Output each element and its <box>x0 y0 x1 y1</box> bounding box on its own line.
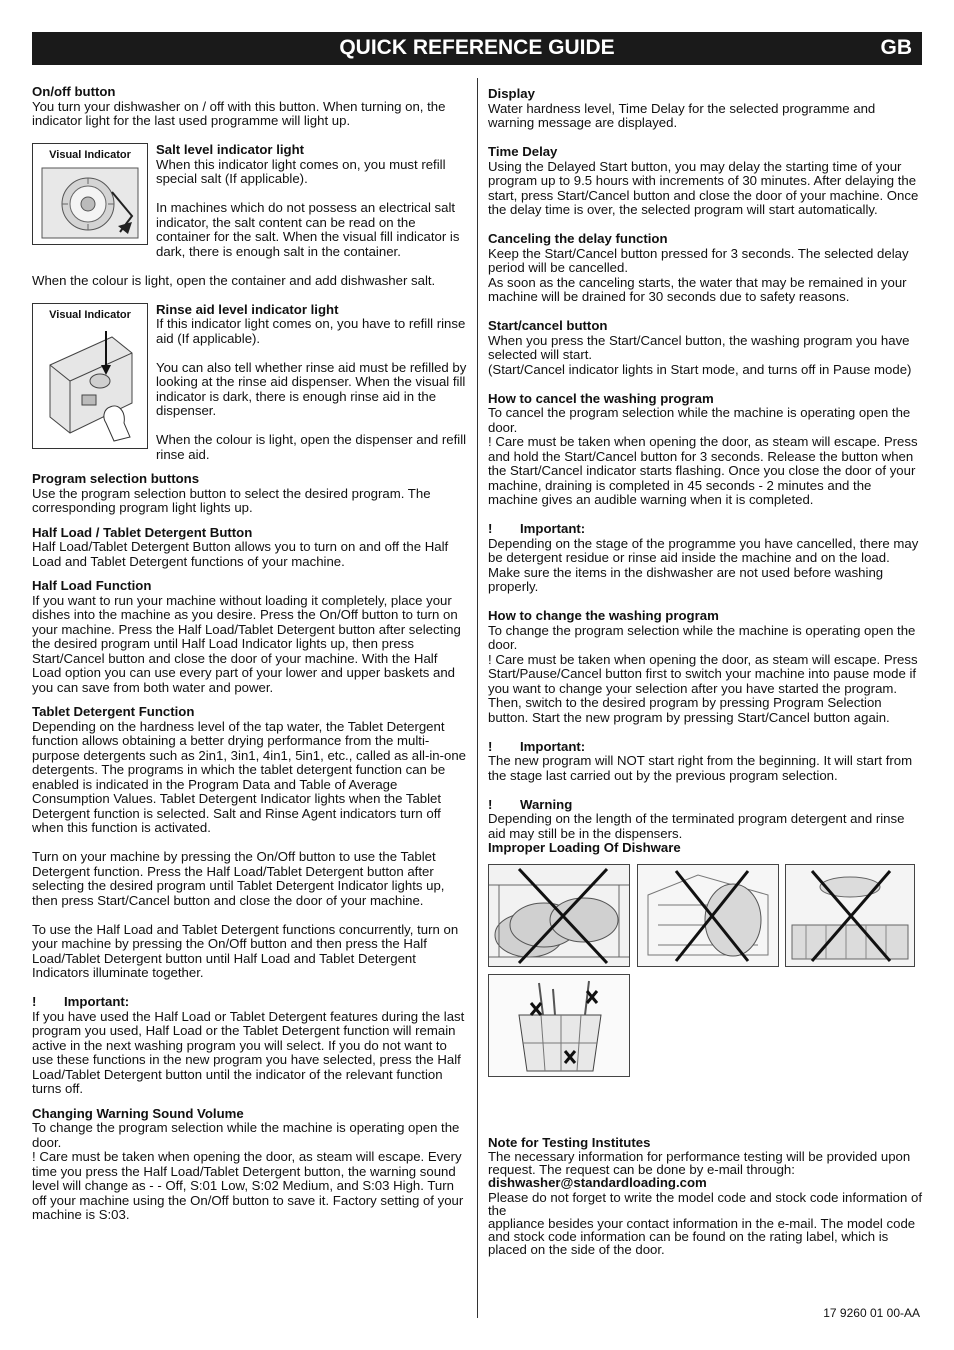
section-body: If you want to run your machine without loading it completely, place your dishes into the machine as you desire. Press the On/Off button to turn on your machine. Press the Half Load/Tablet Detergent button after selecting the desired program until Half Load Indicator lights up, then press Start/Cancel button and close the door of your machine. With the Half Load option you can use every part of your lower and upper baskets and you can save from both water and power. <box>32 592 461 695</box>
section-title: On/off button <box>32 84 116 99</box>
warning-heading <box>488 798 922 813</box>
section-body: Depending on the stage of the programme you have cancelled, there may be detergent residue or rinse aid inside the machine and on the load. Make sure the items in the dishwasher are not used before washing properly. <box>488 535 919 594</box>
section-body: When the colour is light, open the container and add dishwasher salt. <box>32 272 436 288</box>
section-body: You can also tell whether rinse aid must be refilled by looking at the rinse aid dispenser. When the visual fill indicator is dark, there is enough rinse aid in the dispenser. <box>156 359 467 418</box>
rinse-indicator-figure <box>32 303 148 449</box>
important-heading <box>488 522 922 537</box>
important-heading <box>32 995 468 1010</box>
section-body: To change the program selection while the machine is operating open the door. ! Care must be taken when opening the door, as steam will escape. Every time you press the Half Load/Tablet Detergent button, the warning sound level will change as - - Off, S:01 Low, S:02 Medium, and S:03 High. Turn off your machine using the On/Off button to save it. Factory setting of your machine is S:03. <box>32 1120 464 1222</box>
section-title: Changing Warning Sound Volume <box>32 1105 244 1121</box>
figure-caption: Visual Indicator <box>49 308 131 321</box>
section-body: Please do not forget to write the model code and stock code information of the appliance besides your contact information in the e-mail. The model code and stock code information can be found on the rating label, which is placed on the side of the door. <box>488 1189 922 1257</box>
section-title: Note for Testing Institutes <box>488 1134 651 1150</box>
section-body: Half Load/Tablet Detergent Button allows you to turn on and off the Half Load and Tablet Detergent functions of your machine. <box>32 539 449 569</box>
column-divider <box>477 78 478 1318</box>
section-body: To cancel the program selection while the machine is operating open the door. ! Care must be taken when opening the door, as steam will escape. Press and hold the Start/Cancel button for 3 seconds. Release the button when the Start/Cancel indicator starts flashing. Once you close the door of your machine, draining is completed in 45 seconds - 2 minutes and the machine gives an audible warning when it is completed. <box>488 405 918 507</box>
section-body: To use the Half Load and Tablet Detergent functions concurrently, turn on your machine by pressing the On/Off button and then press the Half Load/Tablet Detergent button until Half Load and Tablet Detergent Indicators illuminate together. <box>32 921 459 980</box>
important-title: Important: <box>520 521 586 536</box>
page-title: QUICK REFERENCE GUIDE <box>339 36 615 59</box>
document-code: 17 9260 01 00-AA <box>823 1306 920 1320</box>
salt-indicator-illustration <box>40 166 140 240</box>
section-body: To change the program selection while the machine is operating open the door. ! Care must be taken when opening the door, as steam will escape. Press Start/Pause/Cancel button first to switch your machine into pause mode if you want to change your selection after you have started the program. Then, switch to the desired program by pressing Program Selection button. Start the new program by pressing Start/Cancel button again. <box>488 622 918 725</box>
rinse-indicator-illustration <box>40 325 140 443</box>
section-title: Half Load / Tablet Detergent Button <box>32 524 253 540</box>
section-title: Display <box>488 86 535 101</box>
section-body: Keep the Start/Cancel button pressed for 3 seconds. The selected delay period will be cancelled. As soon as the canceling starts, the water that may be remained in your machine will be drained for 30 seconds due to safety reasons. <box>488 245 909 304</box>
section-body: Depending on the length of the terminated program detergent and rinse aid may still be in the dispensers. <box>488 811 905 841</box>
warning-mark: ! <box>32 994 37 1009</box>
section-body: You turn your dishwasher on / off with this button. When turning on, the indicator light for the last used programme will light up. <box>32 98 446 128</box>
important-title: Important: <box>520 738 586 754</box>
contact-email: dishwasher@standardloading.com <box>488 1175 707 1190</box>
section-body: The new program will NOT start right from the beginning. It will start from the stage last carried out by the previous program selection. <box>488 753 913 783</box>
improper-loading-image-1 <box>488 864 630 967</box>
section-title: Salt level indicator light <box>156 142 305 157</box>
section-title: Tablet Detergent Function <box>32 704 195 719</box>
warning-mark: ! <box>488 738 493 754</box>
section-body: Use the program selection button to select the desired program. The corresponding program light lights up. <box>32 485 431 515</box>
section-body: Using the Delayed Start button, you may delay the starting time of your program up to 9.5 hours with increments of 30 minutes. After delaying the start, press Start/Cancel button and close the door of your machine. Once the delay time is over, the selected program will start automatically. <box>488 158 919 217</box>
section-title: Half Load Function <box>32 578 152 593</box>
section-body: Water hardness level, Time Delay for the selected programme and warning message are displayed. <box>488 100 876 130</box>
section-body: If you have used the Half Load or Tablet Detergent features during the last program you used, Half Load or the Tablet Detergent function will remain active in the next washing program you will select. If you do not want to use these functions in the new program you have selected, press the Half Load/Tablet Detergent button until the indicator of the relevant function turns off. <box>32 1008 465 1096</box>
left-column <box>32 85 468 1223</box>
important-title: Important: <box>64 994 130 1009</box>
important-heading <box>488 740 922 755</box>
figure-caption: Visual Indicator <box>49 149 131 161</box>
section-body: Depending on the hardness level of the tap water, the Tablet Detergent function allows obtaining a better drying performance from the multi-purpose detergents such as 2in1, 3in1, 4in1, 5in1, etc., called as all-in-one detergents. The programs in which the tablet detergent function can be enabled is indicated in the Program Data and Table of Average Consumption Values. Tablet Detergent Indicator lights when the Tablet Detergent function is selected. Salt and Rinse Agent indicators turn off when this function is activated. <box>32 718 466 835</box>
section-body: In machines which do not possess an electrical salt indicator, the salt content can be read on the container for the salt. When the visual fill indicator is dark, there is enough salt in the container. <box>156 200 460 259</box>
section-title: Canceling the delay function <box>488 231 668 246</box>
section-title: Improper Loading Of Dishware <box>488 840 681 855</box>
language-code: GB <box>880 36 912 59</box>
warning-title: Warning <box>520 796 573 812</box>
section-body: If this indicator light comes on, you have to refill rinse aid (If applicable). <box>156 316 466 346</box>
right-column <box>488 87 922 1256</box>
improper-loading-image-2 <box>637 864 779 967</box>
section-title: How to change the washing program <box>488 608 719 623</box>
section-title: How to cancel the washing program <box>488 390 714 406</box>
title-banner <box>32 32 922 65</box>
warning-mark: ! <box>488 796 493 812</box>
section-body: When the colour is light, open the dispenser and refill rinse aid. <box>156 432 467 462</box>
improper-cutlery-basket-image <box>488 974 630 1077</box>
section-body: Turn on your machine by pressing the On/Off button to use the Tablet Detergent function. Press the Half Load/Tablet Detergent button after selecting the desired program until Tablet Detergent Indicator lights up, then press Start/Cancel button and close the door of your machine. <box>32 849 445 908</box>
section-body: The necessary information for performance testing will be provided upon request. The request can be done by e-mail through: <box>488 1149 911 1177</box>
section-title: Program selection buttons <box>32 471 200 486</box>
warning-mark: ! <box>488 521 493 536</box>
section-title: Start/cancel button <box>488 318 608 333</box>
section-body: When this indicator light comes on, you must refill special salt (If applicable). <box>156 156 446 186</box>
salt-indicator-figure <box>32 143 148 245</box>
improper-loading-image-3 <box>785 864 915 967</box>
section-title: Rinse aid level indicator light <box>156 301 339 317</box>
improper-loading-illustrations <box>488 858 922 1090</box>
section-title: Time Delay <box>488 144 558 159</box>
section-body: When you press the Start/Cancel button, the washing program you have selected will start. (Start/Cancel indicator lights in Start mode, and turns off in Pause mode) <box>488 332 912 377</box>
